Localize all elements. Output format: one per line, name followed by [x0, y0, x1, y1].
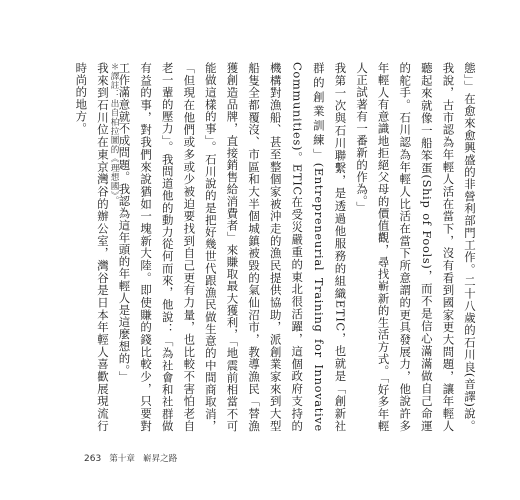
paragraph-1: 態」」在愈來愈興盛的非營利部門工作。二十八歲的石川良(音譯)說。我說，古市認為年輕人活在當下，沒有看到國家更大問題，讓年輕人聽起來就像一船笨蛋(Ship of Fools)，而不是信心滿滿做自己命運的舵手。石川認為年輕人比活在當下所意謂的更具發展力，他說許多年輕人有意識地拒絕父母的價值觀，尋找嶄新的生活方式。「好多年輕人正試著有一番新的作為。」 [355, 62, 477, 432]
paragraph-3: 我來到石川位在東京灣谷的辦公室，灣谷是日本年輕人喜歡展現流行時尚的地方。 [74, 62, 110, 432]
paragraph-2: 我第一次與石川聯繫，是透過他服務的組織ETIC，也就是「創新社群的創業訓練」(Entrepreneurial Training for Innovative Communities)。ETIC在受災嚴重的東北很活躍，這個政府支持的機構對漁船、甚至整個家被沖走的漁民提供協助，派創業家來到大型船隻全都覆沒、市區和大半個城鎮被毀的氣仙沼市，教導漁民「替漁獲創造品牌，直接銷售給消費者」來賺取最大獲利，「地震前相當不可能做這樣的事」。石川說的是把好幾世代跟漁民做生意的中間商取消，「但現在他們或多或少被迫要找到自己更有力量，也比較不害怕老自老一輩的壓力」。我問道他的動力從何而來，他說：「為社會和社群做有益的事，對我們來說猶如一塊新大陸。即使賺的錢比較少，只要對工作滿意就不成問題。我認為這年頭的年輕人是這麼想的。」 [117, 62, 348, 432]
page-footer [84, 452, 177, 464]
translator-footnote: ＊譯註：出自柏拉圖的《理想國》。 [109, 62, 119, 205]
chapter-title: 嶄昇之路 [142, 454, 178, 464]
chapter-number: 第十章 [109, 454, 135, 464]
page-number: 263 [84, 454, 102, 464]
